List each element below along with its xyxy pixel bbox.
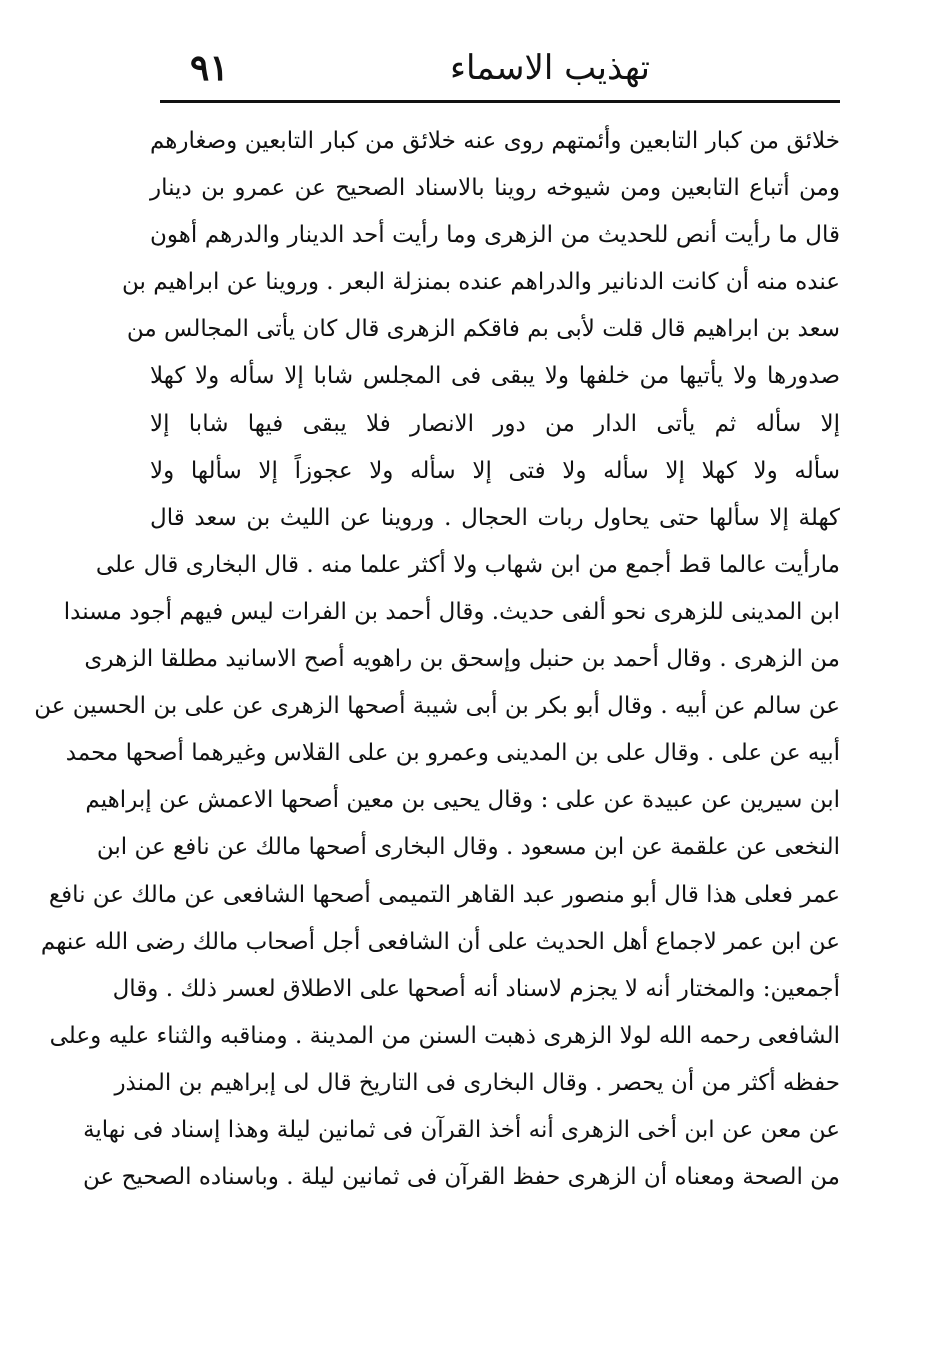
text-line: النخعى عن علقمة عن ابن مسعود . وقال البخارى أصحها مالك عن نافع عن ابن bbox=[96, 834, 840, 861]
text-line: من الزهرى . وقال أحمد بن حنبل وإسحق بن راهويه أصح الاسانيد مطلقا الزهرى bbox=[84, 646, 840, 673]
text-line: إلا سأله ثم يأتى الدار من دور الانصار فلا يبقى فيها شابا إلا bbox=[150, 410, 840, 437]
text-line: ومن أتباع التابعين ومن شيوخه روينا بالاسناد الصحيح عن عمرو بن دينار bbox=[150, 175, 840, 202]
text-line: أبيه عن على . وقال على بن المدينى وعمرو بن على القلاس وغيرهما أصحها محمد bbox=[65, 740, 840, 767]
header-rule bbox=[160, 100, 840, 103]
text-line: كهلة إلا سألها حتى يحاول ربات الحجال . وروينا عن الليث بن سعد قال bbox=[150, 504, 840, 531]
text-line: سأله ولا كهلا إلا سأله ولا فتى إلا سأله ولا عجوزاً إلا سألها ولا bbox=[150, 457, 840, 484]
text-line: ابن سيرين عن عبيدة عن على : وقال يحيى بن معين أصحها الاعمش عن إبراهيم bbox=[85, 787, 840, 814]
page-number: ٩١ bbox=[190, 47, 229, 89]
text-line: الشافعى رحمه الله لولا الزهرى ذهبت السنن من المدينة . ومناقبه والثناء عليه وعلى bbox=[49, 1022, 840, 1049]
text-line: خلائق من كبار التابعين وأئمتهم روى عنه خلائق من كبار التابعين وصغارهم bbox=[150, 128, 840, 154]
text-line: مارأيت عالما قط أجمع من ابن شهاب ولا أكثر علما منه . قال البخارى قال على bbox=[95, 551, 840, 578]
body-text bbox=[34, 118, 840, 1268]
text-line: أجمعين: والمختار أنه لا يجزم لاسناد أنه أصحها على الاطلاق لعسر ذلك . وقال bbox=[112, 975, 840, 1002]
text-line: حفظه أكثر من أن يحصر . وقال البخارى فى التاريخ قال لى إبراهيم بن المنذر bbox=[114, 1069, 840, 1096]
running-title: تهذيب الاسماء bbox=[450, 48, 650, 88]
text-line: ابن المدينى للزهرى نحو ألفى حديث. وقال أحمد بن الفرات ليس فيهم أجود مسندا bbox=[63, 598, 840, 625]
text-line: عمر فعلى هذا قال أبو منصور عبد القاهر التميمى أصحها الشافعى عن مالك عن نافع bbox=[48, 881, 840, 908]
page-header bbox=[150, 40, 840, 98]
text-line: عنده منه أن كانت الدنانير والدراهم عنده بمنزلة البعر . وروينا عن ابراهيم بن bbox=[121, 269, 840, 296]
text-line: قال ما رأيت أنص للحديث من الزهرى وما رأيت أحد الدينار والدرهم أهون bbox=[150, 222, 840, 249]
text-line: من الصحة ومعناه أن الزهرى حفظ القرآن فى ثمانين ليلة . وباسناده الصحيح عن bbox=[83, 1164, 840, 1191]
text-line: صدورها ولا يأتيها من خلفها ولا يبقى فى المجلس شابا إلا سأله ولا كهلا bbox=[150, 363, 840, 390]
text-line: عن معن عن ابن أخى الزهرى أنه أخذ القرآن فى ثمانين ليلة وهذا إسناد فى نهاية bbox=[83, 1116, 840, 1143]
text-line: سعد بن ابراهيم قال قلت لأبى بم فاقكم الزهرى قال كان يأتى المجالس من bbox=[126, 316, 840, 343]
text-line: عن ابن عمر لاجماع أهل الحديث على أن الشافعى أجل أصحاب مالك رضى الله عنهم bbox=[40, 928, 840, 955]
text-line: عن سالم عن أبيه . وقال أبو بكر بن أبى شيبة أصحها الزهرى عن على بن الحسين عن bbox=[34, 693, 840, 720]
